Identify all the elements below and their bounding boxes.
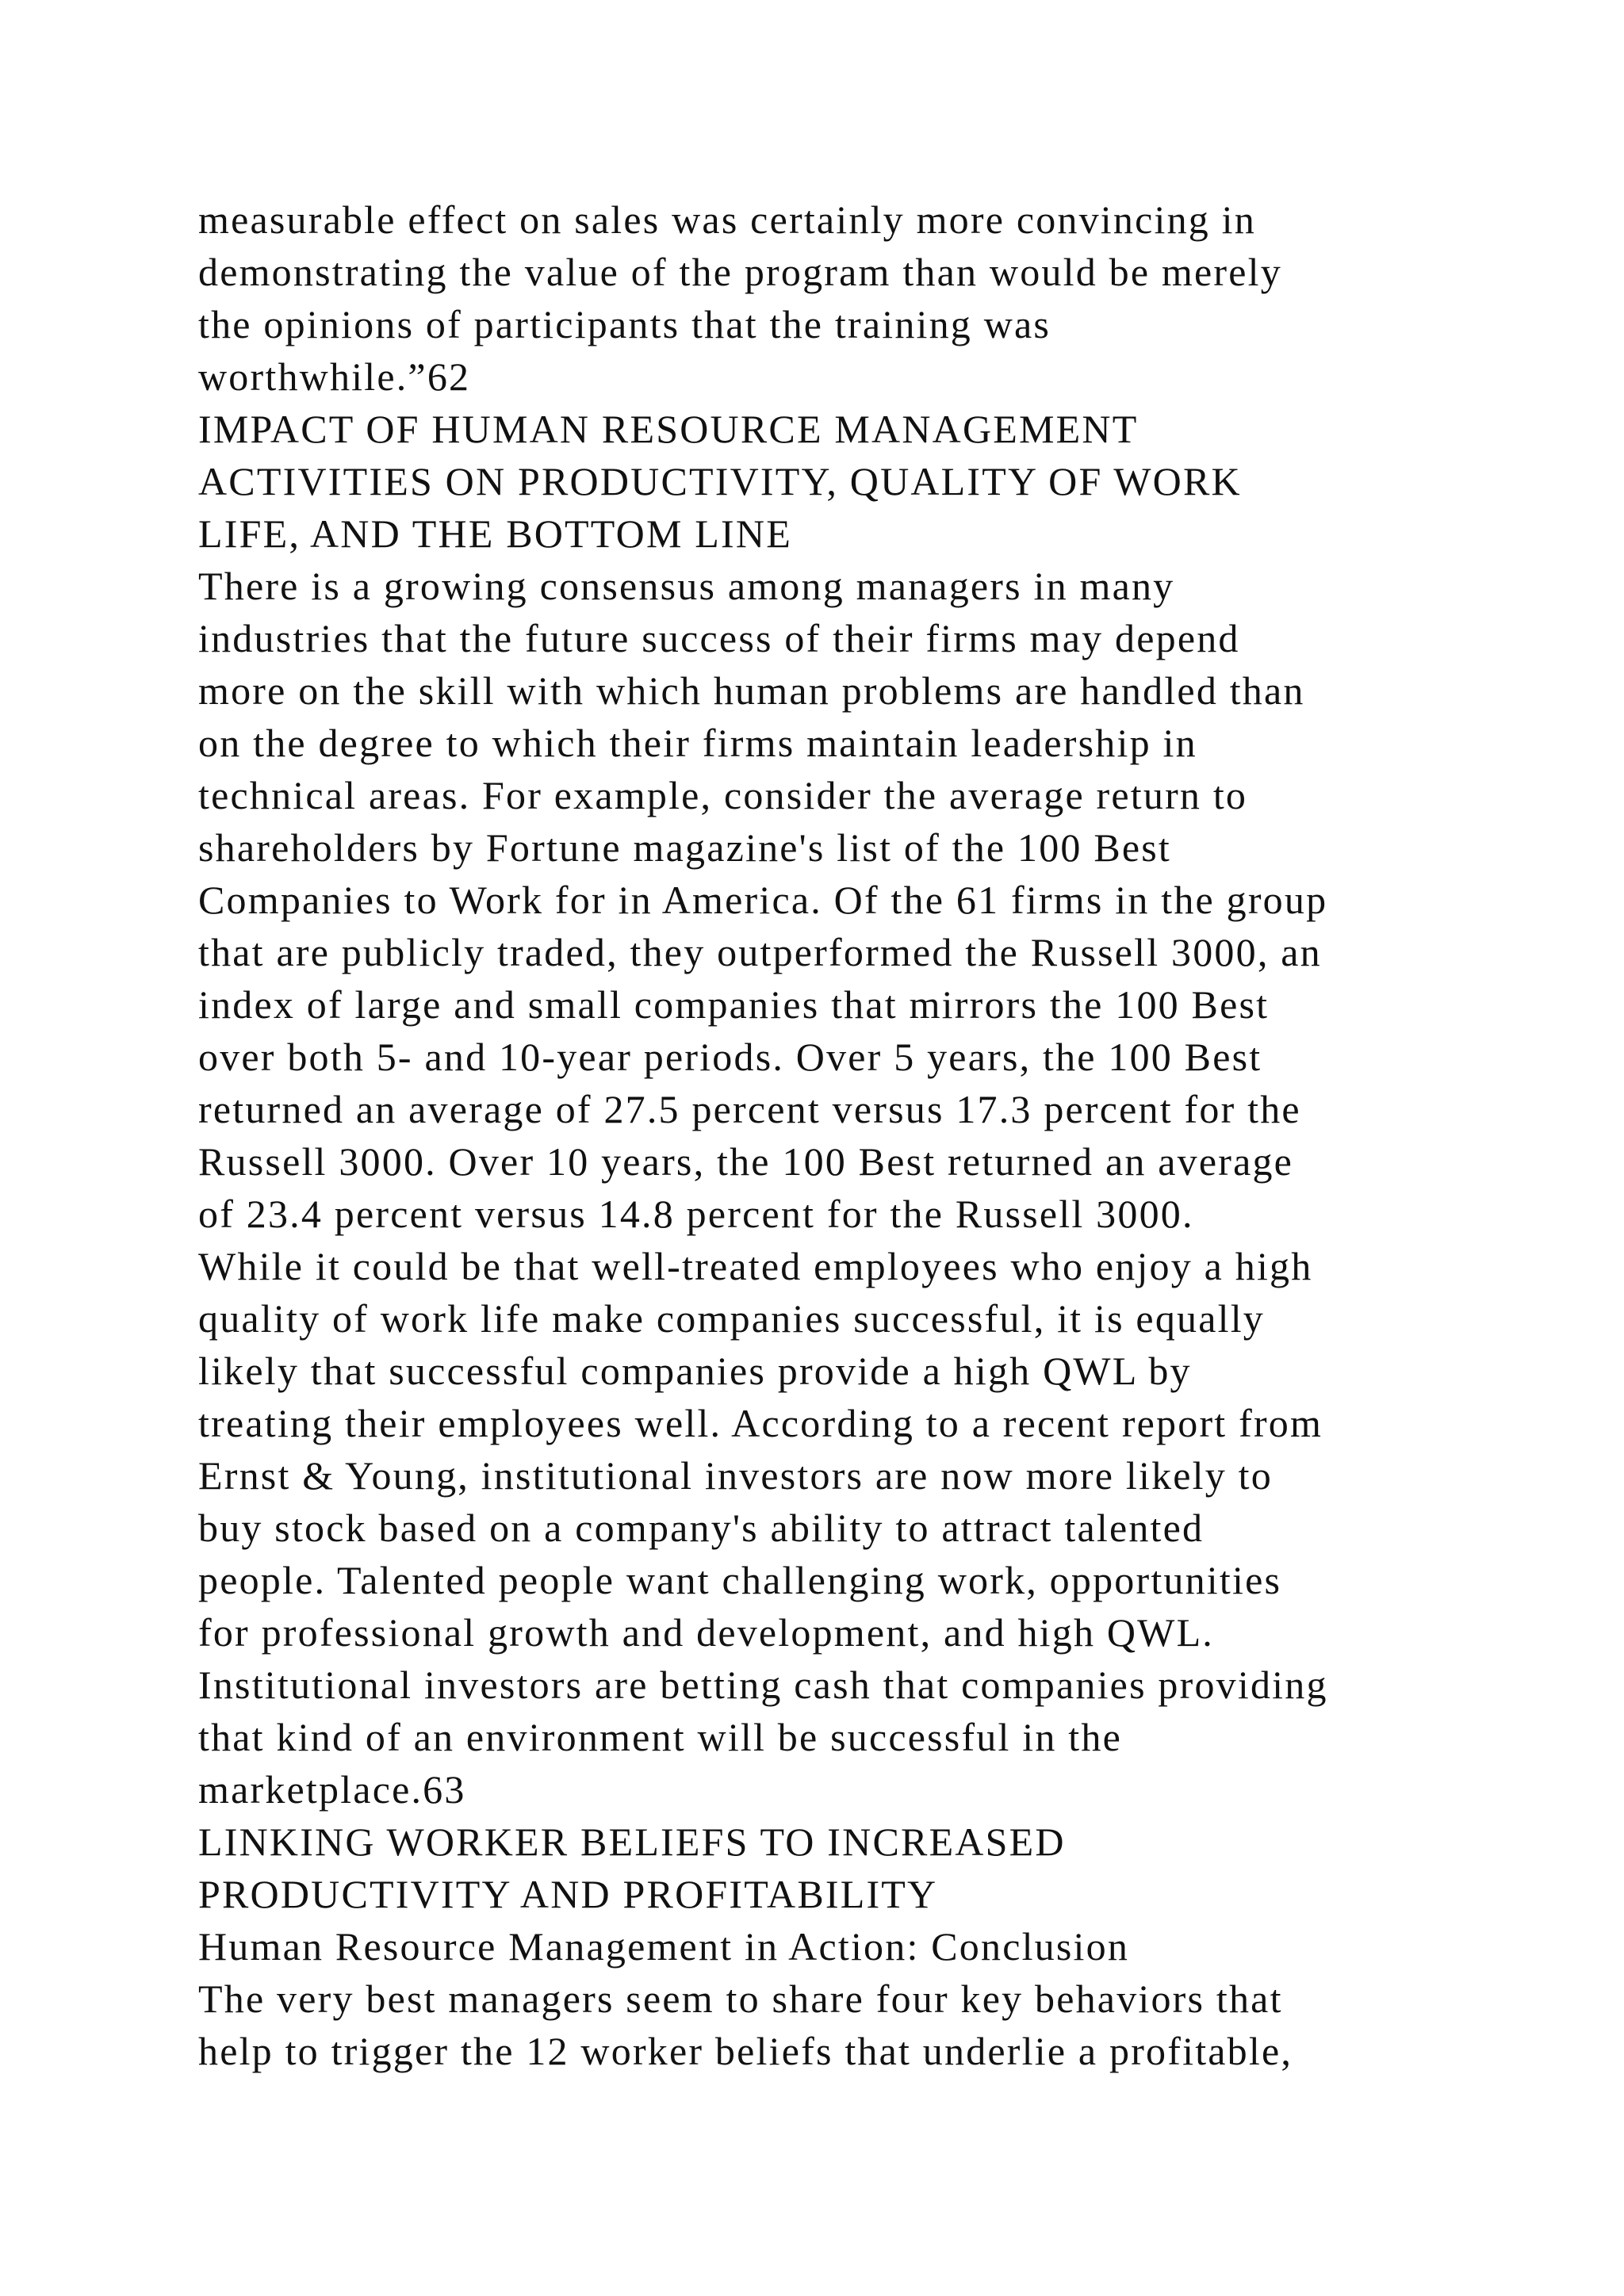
- text-line: more on the skill with which human problems are handled than: [198, 668, 1305, 713]
- text-line: industries that the future success of their firms may depend: [198, 616, 1240, 660]
- text-line: worthwhile.”62: [198, 354, 471, 399]
- text-line: likely that successful companies provide a high QWL by: [198, 1349, 1192, 1393]
- text-line: Russell 3000. Over 10 years, the 100 Best returned an average: [198, 1139, 1294, 1184]
- text-line: There is a growing consensus among managers in many: [198, 564, 1175, 608]
- section-heading-line: PRODUCTIVITY AND PROFITABILITY: [198, 1872, 938, 1916]
- text-line: that kind of an environment will be successful in the: [198, 1715, 1122, 1759]
- text-line: treating their employees well. According to a recent report from: [198, 1401, 1323, 1445]
- text-line: Institutional investors are betting cash that companies providing: [198, 1663, 1328, 1707]
- text-line: help to trigger the 12 worker beliefs that underlie a profitable,: [198, 2029, 1293, 2073]
- text-line: over both 5- and 10-year periods. Over 5 years, the 100 Best: [198, 1035, 1262, 1079]
- text-line: Companies to Work for in America. Of the 61 firms in the group: [198, 878, 1328, 922]
- section-heading-line: ACTIVITIES ON PRODUCTIVITY, QUALITY OF WORK: [198, 459, 1242, 503]
- text-line: shareholders by Fortune magazine's list of the 100 Best: [198, 825, 1172, 870]
- text-line: technical areas. For example, consider the average return to: [198, 773, 1248, 817]
- text-line: on the degree to which their firms maintain leadership in: [198, 721, 1197, 765]
- text-line: marketplace.63: [198, 1767, 466, 1812]
- text-line: that are publicly traded, they outperformed the Russell 3000, an: [198, 930, 1322, 974]
- text-line: demonstrating the value of the program than would be merely: [198, 250, 1282, 294]
- section-heading-line: LIFE, AND THE BOTTOM LINE: [198, 511, 792, 556]
- text-line: the opinions of participants that the training was: [198, 302, 1051, 346]
- text-line: for professional growth and development, and high QWL.: [198, 1610, 1215, 1655]
- text-line: buy stock based on a company's ability to attract talented: [198, 1506, 1205, 1550]
- text-line: Ernst & Young, institutional investors are now more likely to: [198, 1453, 1273, 1498]
- body-text: [198, 193, 1610, 2077]
- text-line: quality of work life make companies successful, it is equally: [198, 1296, 1265, 1341]
- text-line: index of large and small companies that mirrors the 100 Best: [198, 982, 1270, 1027]
- text-line: of 23.4 percent versus 14.8 percent for the Russell 3000.: [198, 1192, 1194, 1236]
- text-line: The very best managers seem to share four key behaviors that: [198, 1976, 1283, 2021]
- text-line: While it could be that well-treated employees who enjoy a high: [198, 1244, 1313, 1288]
- text-line: measurable effect on sales was certainly more convincing in: [198, 197, 1256, 242]
- section-heading-line: IMPACT OF HUMAN RESOURCE MANAGEMENT: [198, 407, 1139, 451]
- subheading-line: Human Resource Management in Action: Conclusion: [198, 1924, 1130, 1969]
- text-line: people. Talented people want challenging work, opportunities: [198, 1558, 1282, 1602]
- section-heading-line: LINKING WORKER BELIEFS TO INCREASED: [198, 1820, 1066, 1864]
- text-line: returned an average of 27.5 percent versus 17.3 percent for the: [198, 1087, 1301, 1131]
